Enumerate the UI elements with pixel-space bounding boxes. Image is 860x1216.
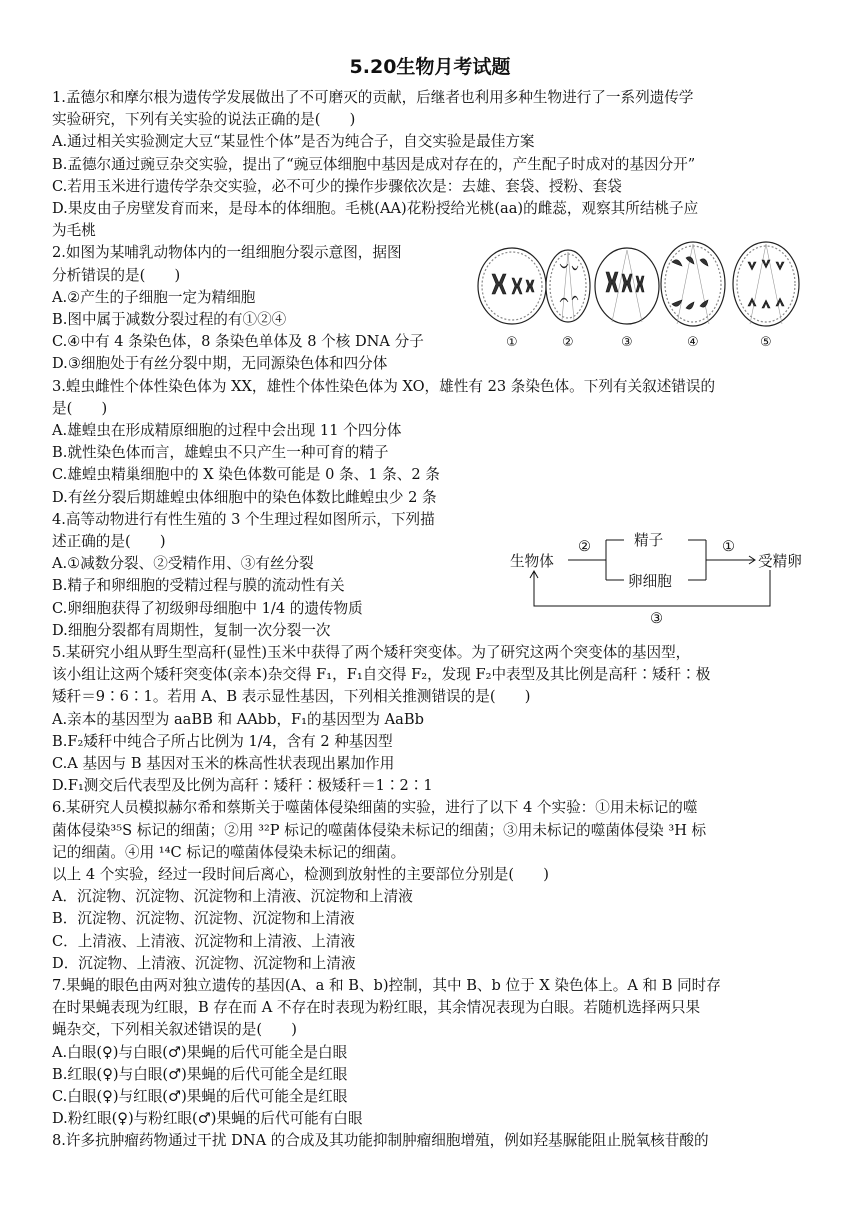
flow-step-2: ② <box>578 538 592 555</box>
text-line: B.就性染色体而言，雄蝗虫不只产生一种可育的精子 <box>52 444 389 462</box>
text-line: 5.某研究小组从野生型高秆(显性)玉米中获得了两个矮秆突变体。为了研究这两个突变体的基因型， <box>52 644 691 661</box>
cell-label-4: ④ <box>687 335 699 350</box>
cell-2 <box>546 250 590 322</box>
cell-label-3: ③ <box>621 335 633 350</box>
text-line: A.①减数分裂、②受精作用、③有丝分裂 <box>52 555 314 573</box>
flow-egg: 卵细胞 <box>628 573 672 590</box>
text-line: C．上清液、上清液、沉淀物和上清液、上清液 <box>52 932 356 950</box>
text-line: D.细胞分裂都有周期性，复制一次分裂一次 <box>52 621 331 639</box>
text-line: B.孟德尔通过豌豆杂交实验，提出了“豌豆体细胞中基因是成对存在的，产生配子时成对的基因分开” <box>52 155 696 173</box>
cell-label-5: ⑤ <box>760 335 772 350</box>
text-line: A.亲本的基因型为 aaBB 和 AAbb，F₁的基因型为 AaBb <box>52 710 424 728</box>
text-line: 蝇杂交，下列相关叙述错误的是( ) <box>52 1021 297 1039</box>
text-line: A.雄蝗虫在形成精原细胞的过程中会出现 11 个四分体 <box>52 422 402 439</box>
text-line: 6.某研究人员模拟赫尔希和蔡斯关于噬菌体侵染细菌的实验，进行了以下 4 个实验：①用未标记的噬 <box>52 799 698 817</box>
text-line: A.白眼(♀)与白眼(♂)果蝇的后代可能全是白眼 <box>52 1043 348 1061</box>
text-line: 2.如图为某哺乳动物体内的一组细胞分裂示意图，据图 <box>52 244 402 262</box>
cell-label-2: ② <box>562 335 574 350</box>
text-line: 以上 4 个实验，经过一段时间后离心，检测到放射性的主要部位分别是( ) <box>52 866 549 883</box>
text-line: 该小组让这两个矮秆突变体(亲本)杂交得 F₁，F₁自交得 F₂，发现 F₂中表型及其比例是高秆∶矮秆∶极 <box>52 666 711 684</box>
text-line: B．沉淀物、沉淀物、沉淀物、沉淀物和上清液 <box>52 910 355 928</box>
text-line: 1.孟德尔和摩尔根为遗传学发展做出了不可磨灭的贡献，后继者也利用多种生物进行了一系列遗传学 <box>52 89 694 106</box>
cell-division-figure <box>472 240 812 352</box>
text-line: 7.果蝇的眼色由两对独立遗传的基因(A、a 和 B、b)控制，其中 B、b 位于 X 染色体上。A 和 B 同时存 <box>52 977 721 994</box>
text-line: 为毛桃 <box>52 222 96 240</box>
text-line: C.若用玉米进行遗传学杂交实验，必不可少的操作步骤依次是：去雄、套袋、授粉、套袋 <box>52 177 622 195</box>
text-line: C.雄蝗虫精巢细胞中的 X 染色体数可能是 0 条、1 条、2 条 <box>52 466 440 484</box>
cell-1 <box>478 248 546 324</box>
text-line: 实验研究，下列有关实验的说法正确的是( ) <box>52 111 356 129</box>
cell-4 <box>661 242 725 326</box>
text-line: 8.许多抗肿瘤药物通过干扰 DNA 的合成及其功能抑制肿瘤细胞增殖，例如羟基脲能阻止脱氧核苷酸的 <box>52 1132 709 1150</box>
text-line: A.②产生的子细胞一定为精细胞 <box>52 288 256 306</box>
text-line: B.图中属于减数分裂过程的有①②④ <box>52 311 287 328</box>
flow-sperm: 精子 <box>634 532 664 549</box>
text-line: 4.高等动物进行有性生殖的 3 个生理过程如图所示，下列描 <box>52 510 435 528</box>
text-line: 在时果蝇表现为红眼，B 存在而 A 不存在时表现为粉红眼，其余情况表现为白眼。若随机选择两只果 <box>52 999 701 1017</box>
text-line: C.④中有 4 条染色体，8 条染色单体及 8 个核 DNA 分子 <box>52 333 424 351</box>
text-line: 是( ) <box>52 399 108 417</box>
cell-5 <box>733 242 799 326</box>
text-line: D.有丝分裂后期雄蝗虫体细胞中的染色体数比雌蝗虫少 2 条 <box>52 488 437 506</box>
text-line: B.精子和卵细胞的受精过程与膜的流动性有关 <box>52 577 345 595</box>
text-line: 菌体侵染³⁵S 标记的细菌；②用 ³²P 标记的噬菌体侵染未标记的细菌；③用未标记的噬菌体侵染 ³H 标 <box>52 821 707 839</box>
text-line: 记的细菌。④用 ¹⁴C 标记的噬菌体侵染未标记的细菌。 <box>52 843 406 861</box>
page-title: 5.20生物月考试题 <box>349 56 511 78</box>
flow-step-3: ③ <box>650 610 664 627</box>
text-line: A.通过相关实验测定大豆“某显性个体”是否为纯合子，自交实验是最佳方案 <box>52 133 535 151</box>
text-line: 矮秆＝9∶6∶1。若用 A、B 表示显性基因，下列相关推测错误的是( ) <box>52 688 531 706</box>
text-line: 3.蝗虫雌性个体性染色体为 XX，雄性个体性染色体为 XO，雄性有 23 条染色体。下列有关叙述错误的 <box>52 377 716 395</box>
text-line: C.A 基因与 B 基因对玉米的株高性状表现出累加作用 <box>52 755 395 772</box>
text-line: B.红眼(♀)与白眼(♂)果蝇的后代可能全是红眼 <box>52 1065 348 1083</box>
reproduction-flow-figure <box>510 524 810 632</box>
text-line: D.粉红眼(♀)与粉红眼(♂)果蝇的后代可能有白眼 <box>52 1110 363 1128</box>
flow-step-1: ① <box>722 538 736 555</box>
text-line: 分析错误的是( ) <box>52 266 181 284</box>
text-line: D.③细胞处于有丝分裂中期，无同源染色体和四分体 <box>52 355 388 373</box>
text-line: C.卵细胞获得了初级卵母细胞中 1/4 的遗传物质 <box>52 599 363 617</box>
text-line: B.F₂矮秆中纯合子所占比例为 1/4，含有 2 种基因型 <box>52 732 393 750</box>
text-line: C.白眼(♀)与红眼(♂)果蝇的后代可能全是红眼 <box>52 1088 348 1105</box>
flow-organism: 生物体 <box>510 553 554 570</box>
cell-label-1: ① <box>506 335 518 350</box>
flow-zygote: 受精卵 <box>758 553 802 570</box>
text-line: 述正确的是( ) <box>52 533 166 550</box>
text-line: D.F₁测交后代表型及比例为高秆∶矮秆∶极矮秆＝1∶2∶1 <box>52 777 433 795</box>
text-line: A．沉淀物、沉淀物、沉淀物和上清液、沉淀物和上清液 <box>52 888 413 906</box>
text-line: D．沉淀物、上清液、沉淀物、沉淀物和上清液 <box>52 954 356 972</box>
text-line: D.果皮由子房壁发育而来，是母本的体细胞。毛桃(AA)花粉授给光桃(aa)的雌蕊，观察其所结桃子应 <box>52 200 699 217</box>
cell-3 <box>595 248 659 324</box>
